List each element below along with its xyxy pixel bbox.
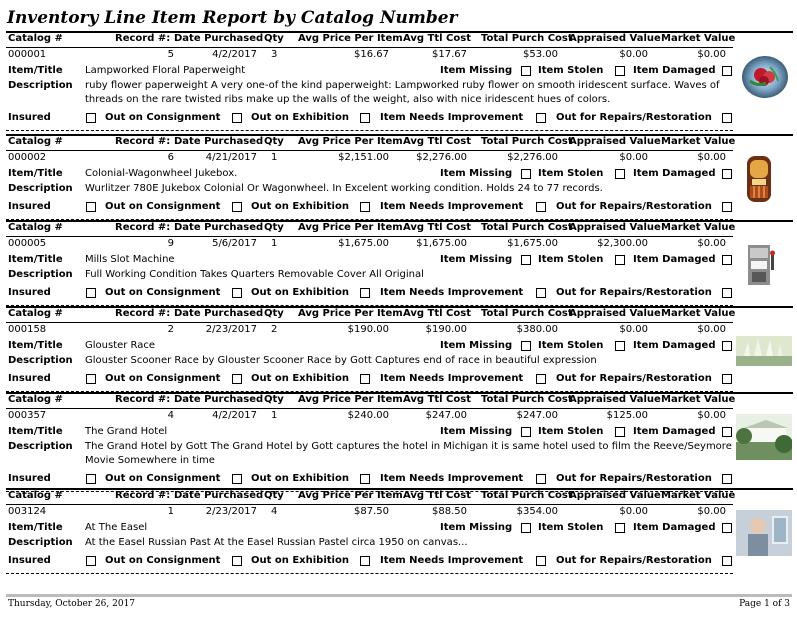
exhibition-label: Out on Exhibition xyxy=(251,201,349,212)
item-stolen-checkbox[interactable] xyxy=(615,66,625,76)
status-row xyxy=(6,554,793,568)
item-missing-checkbox[interactable] xyxy=(521,66,531,76)
description-row xyxy=(6,536,793,550)
avg-price: $2,151.00 xyxy=(338,152,389,163)
market-value: $0.00 xyxy=(697,238,726,249)
item-damaged-label: Item Damaged xyxy=(633,340,716,351)
easel-painting xyxy=(736,510,792,556)
item-damaged-label: Item Damaged xyxy=(633,426,716,437)
header-catalog: Catalog # xyxy=(8,222,63,233)
status-row xyxy=(6,286,793,300)
header-market: Market Value xyxy=(661,394,736,405)
consignment-checkbox[interactable] xyxy=(232,113,242,123)
header-appraised: Appraised Value xyxy=(569,136,661,147)
column-header-row xyxy=(6,221,793,235)
item-stolen-label: Item Stolen xyxy=(538,65,604,76)
exhibition-label: Out on Exhibition xyxy=(251,112,349,123)
insured-label: Insured xyxy=(8,473,51,484)
market-value: $0.00 xyxy=(697,410,726,421)
item-description: At the Easel Russian Past At the Easel Russian Pastel circa 1950 on canvas... xyxy=(85,537,468,548)
header-record: Record #: xyxy=(115,136,171,147)
record-number: 5 xyxy=(167,49,174,60)
description-label: Description xyxy=(8,269,73,280)
avg-price: $240.00 xyxy=(347,410,389,421)
item-damaged-checkbox[interactable] xyxy=(722,427,732,437)
repairs-label: Out for Repairs/Restoration xyxy=(556,473,712,484)
exhibition-checkbox[interactable] xyxy=(360,288,370,298)
improvement-checkbox[interactable] xyxy=(536,374,546,384)
exhibition-label: Out on Exhibition xyxy=(251,473,349,484)
item-title-row xyxy=(6,253,793,267)
item-stolen-label: Item Stolen xyxy=(538,522,604,533)
quantity: 2 xyxy=(271,324,278,335)
insured-label: Insured xyxy=(8,373,51,384)
item-title-label: Item/Title xyxy=(8,426,63,437)
header-catalog: Catalog # xyxy=(8,33,63,44)
header-avg-price: Avg Price Per Item xyxy=(298,308,403,319)
header-avg-price: Avg Price Per Item xyxy=(298,394,403,405)
status-row xyxy=(6,472,793,486)
hotel-painting xyxy=(736,414,792,460)
consignment-label: Out on Consignment xyxy=(105,373,221,384)
item-missing-checkbox[interactable] xyxy=(521,255,531,265)
consignment-checkbox[interactable] xyxy=(232,202,242,212)
improvement-checkbox[interactable] xyxy=(536,288,546,298)
record-number: 9 xyxy=(167,238,174,249)
repairs-checkbox[interactable] xyxy=(722,474,732,484)
header-avg-ttl: Avg Ttl Cost xyxy=(403,136,471,147)
header-avg-ttl: Avg Ttl Cost xyxy=(403,222,471,233)
market-value: $0.00 xyxy=(697,506,726,517)
header-qty: Qty xyxy=(264,490,284,501)
item-title-label: Item/Title xyxy=(8,168,63,179)
header-appraised: Appraised Value xyxy=(569,222,661,233)
header-avg-price: Avg Price Per Item xyxy=(298,33,403,44)
insured-label: Insured xyxy=(8,287,51,298)
repairs-checkbox[interactable] xyxy=(722,202,732,212)
avg-ttl-cost: $88.50 xyxy=(432,506,467,517)
appraised-value: $0.00 xyxy=(619,49,648,60)
header-appraised: Appraised Value xyxy=(569,33,661,44)
consignment-checkbox[interactable] xyxy=(232,288,242,298)
record-block xyxy=(6,31,793,131)
item-damaged-checkbox[interactable] xyxy=(722,169,732,179)
header-catalog: Catalog # xyxy=(8,136,63,147)
header-avg-price: Avg Price Per Item xyxy=(298,136,403,147)
catalog-number: 000158 xyxy=(8,324,47,335)
description-label: Description xyxy=(8,355,73,366)
description-row xyxy=(6,268,793,282)
item-title-row xyxy=(6,64,793,78)
jukebox-photo xyxy=(736,156,792,202)
avg-ttl-cost: $190.00 xyxy=(425,324,467,335)
quantity: 1 xyxy=(271,152,278,163)
item-missing-checkbox[interactable] xyxy=(521,427,531,437)
improvement-checkbox[interactable] xyxy=(536,474,546,484)
insured-checkbox[interactable] xyxy=(86,288,96,298)
item-damaged-label: Item Damaged xyxy=(633,168,716,179)
record-block xyxy=(6,392,793,492)
avg-ttl-cost: $2,276.00 xyxy=(416,152,467,163)
quantity: 1 xyxy=(271,238,278,249)
header-appraised: Appraised Value xyxy=(569,490,661,501)
header-record: Record #: xyxy=(115,222,171,233)
header-market: Market Value xyxy=(661,136,736,147)
record-number: 4 xyxy=(167,410,174,421)
repairs-checkbox[interactable] xyxy=(722,288,732,298)
header-avg-ttl: Avg Ttl Cost xyxy=(403,394,471,405)
item-title-row xyxy=(6,167,793,181)
item-description: Full Working Condition Takes Quarters Removable Cover All Original xyxy=(85,269,424,280)
header-record: Record #: xyxy=(115,490,171,501)
footer-date: Thursday, October 26, 2017 xyxy=(8,599,136,609)
total-purch-cost: $247.00 xyxy=(516,410,558,421)
insured-checkbox[interactable] xyxy=(86,113,96,123)
column-header-row xyxy=(6,489,793,503)
improvement-label: Item Needs Improvement xyxy=(380,473,524,484)
status-row xyxy=(6,200,793,214)
appraised-value: $2,300.00 xyxy=(597,238,648,249)
appraised-value: $0.00 xyxy=(619,152,648,163)
improvement-label: Item Needs Improvement xyxy=(380,201,524,212)
catalog-number: 000002 xyxy=(8,152,47,163)
report-title: Inventory Line Item Report by Catalog Number xyxy=(7,8,458,28)
item-stolen-checkbox[interactable] xyxy=(615,341,625,351)
header-total: Total Purch Cost xyxy=(481,394,573,405)
item-missing-checkbox[interactable] xyxy=(521,169,531,179)
appraised-value: $0.00 xyxy=(619,324,648,335)
header-catalog: Catalog # xyxy=(8,394,63,405)
header-market: Market Value xyxy=(661,308,736,319)
item-damaged-checkbox[interactable] xyxy=(722,341,732,351)
item-title: Glouster Race xyxy=(85,340,156,351)
repairs-label: Out for Repairs/Restoration xyxy=(556,201,712,212)
consignment-label: Out on Consignment xyxy=(105,201,221,212)
status-row xyxy=(6,372,793,386)
header-avg-price: Avg Price Per Item xyxy=(298,222,403,233)
item-title-row xyxy=(6,339,793,353)
item-damaged-label: Item Damaged xyxy=(633,522,716,533)
insured-checkbox[interactable] xyxy=(86,556,96,566)
item-damaged-checkbox[interactable] xyxy=(722,66,732,76)
catalog-number: 000005 xyxy=(8,238,47,249)
market-value: $0.00 xyxy=(697,152,726,163)
header-catalog: Catalog # xyxy=(8,490,63,501)
avg-price: $87.50 xyxy=(354,506,389,517)
improvement-checkbox[interactable] xyxy=(536,202,546,212)
repairs-label: Out for Repairs/Restoration xyxy=(556,373,712,384)
item-damaged-label: Item Damaged xyxy=(633,254,716,265)
header-appraised: Appraised Value xyxy=(569,308,661,319)
header-record: Record #: xyxy=(115,308,171,319)
consignment-checkbox[interactable] xyxy=(232,374,242,384)
item-title-label: Item/Title xyxy=(8,65,63,76)
schooner-painting xyxy=(736,328,792,374)
item-description: Wurlitzer 780E Jukebox Colonial Or Wagonwheel. In Excelent working condition. Holds 24 to 77 records. xyxy=(85,183,603,194)
item-damaged-checkbox[interactable] xyxy=(722,523,732,533)
avg-ttl-cost: $17.67 xyxy=(432,49,467,60)
total-purch-cost: $2,276.00 xyxy=(507,152,558,163)
header-date: Date Purchased xyxy=(174,222,264,233)
record-block xyxy=(6,488,793,574)
item-missing-label: Item Missing xyxy=(440,65,513,76)
exhibition-checkbox[interactable] xyxy=(360,474,370,484)
value-row xyxy=(6,323,793,337)
catalog-number: 000001 xyxy=(8,49,47,60)
total-purch-cost: $354.00 xyxy=(516,506,558,517)
header-date: Date Purchased xyxy=(174,394,264,405)
consignment-label: Out on Consignment xyxy=(105,112,221,123)
column-header-row xyxy=(6,393,793,407)
total-purch-cost: $53.00 xyxy=(523,49,558,60)
slot-machine-photo xyxy=(736,242,792,288)
insured-checkbox[interactable] xyxy=(86,202,96,212)
quantity: 3 xyxy=(271,49,278,60)
item-missing-label: Item Missing xyxy=(440,168,513,179)
repairs-label: Out for Repairs/Restoration xyxy=(556,287,712,298)
item-title-row xyxy=(6,521,793,535)
description-label: Description xyxy=(8,537,73,548)
paperweight-photo xyxy=(736,53,792,99)
item-title-label: Item/Title xyxy=(8,340,63,351)
item-stolen-checkbox[interactable] xyxy=(615,427,625,437)
header-avg-ttl: Avg Ttl Cost xyxy=(403,33,471,44)
item-stolen-label: Item Stolen xyxy=(538,340,604,351)
item-title: At The Easel xyxy=(85,522,148,533)
description-label: Description xyxy=(8,80,73,91)
date-purchased: 4/21/2017 xyxy=(205,152,257,163)
date-purchased: 4/2/2017 xyxy=(212,49,257,60)
improvement-checkbox[interactable] xyxy=(536,113,546,123)
record-separator xyxy=(6,130,733,131)
repairs-checkbox[interactable] xyxy=(722,113,732,123)
repairs-checkbox[interactable] xyxy=(722,374,732,384)
header-catalog: Catalog # xyxy=(8,308,63,319)
item-title: The Grand Hotel xyxy=(85,426,168,437)
column-header-row xyxy=(6,32,793,46)
avg-price: $1,675.00 xyxy=(338,238,389,249)
record-block xyxy=(6,306,793,392)
page-number: Page 1 of 3 xyxy=(739,599,790,609)
description-row xyxy=(6,354,793,368)
catalog-number: 000357 xyxy=(8,410,47,421)
item-title-label: Item/Title xyxy=(8,522,63,533)
item-damaged-label: Item Damaged xyxy=(633,65,716,76)
item-title: Colonial-Wagonwheel Jukebox. xyxy=(85,168,238,179)
item-missing-label: Item Missing xyxy=(440,522,513,533)
date-purchased: 2/23/2017 xyxy=(205,506,257,517)
header-total: Total Purch Cost xyxy=(481,33,573,44)
exhibition-label: Out on Exhibition xyxy=(251,373,349,384)
date-purchased: 2/23/2017 xyxy=(205,324,257,335)
repairs-label: Out for Repairs/Restoration xyxy=(556,555,712,566)
record-block xyxy=(6,134,793,220)
consignment-label: Out on Consignment xyxy=(105,555,221,566)
item-stolen-checkbox[interactable] xyxy=(615,255,625,265)
header-qty: Qty xyxy=(264,136,284,147)
header-qty: Qty xyxy=(264,394,284,405)
description-row xyxy=(6,440,793,468)
item-title: Lampworked Floral Paperweight xyxy=(85,65,246,76)
insured-label: Insured xyxy=(8,201,51,212)
total-purch-cost: $380.00 xyxy=(516,324,558,335)
header-qty: Qty xyxy=(264,308,284,319)
value-row xyxy=(6,151,793,165)
repairs-checkbox[interactable] xyxy=(722,556,732,566)
avg-ttl-cost: $1,675.00 xyxy=(416,238,467,249)
header-avg-ttl: Avg Ttl Cost xyxy=(403,308,471,319)
item-stolen-label: Item Stolen xyxy=(538,426,604,437)
avg-price: $190.00 xyxy=(347,324,389,335)
quantity: 4 xyxy=(271,506,278,517)
column-header-row xyxy=(6,135,793,149)
header-total: Total Purch Cost xyxy=(481,222,573,233)
item-title-row xyxy=(6,425,793,439)
item-description: The Grand Hotel by Gott The Grand Hotel by Gott captures the hotel in Michigan it is same hotel used to film the Reeve/Seymore Movie Somewhere in time xyxy=(85,441,732,466)
header-qty: Qty xyxy=(264,33,284,44)
record-block xyxy=(6,220,793,306)
appraised-value: $125.00 xyxy=(606,410,648,421)
item-description: ruby flower paperweight A very one-of the kind paperweight: Lampworked ruby flower on smooth iridescent surface. Waves of threads on the rare twisted ribs make up the walls of the weight, also with nice iridescent hues of colors. xyxy=(85,80,720,105)
header-total: Total Purch Cost xyxy=(481,136,573,147)
avg-ttl-cost: $247.00 xyxy=(425,410,467,421)
insured-label: Insured xyxy=(8,555,51,566)
repairs-label: Out for Repairs/Restoration xyxy=(556,112,712,123)
exhibition-checkbox[interactable] xyxy=(360,556,370,566)
item-description: Glouster Scooner Race by Glouster Scooner Race by Gott Captures end of race in beautiful expression xyxy=(85,355,597,366)
column-header-row xyxy=(6,307,793,321)
exhibition-checkbox[interactable] xyxy=(360,202,370,212)
header-record: Record #: xyxy=(115,33,171,44)
date-purchased: 4/2/2017 xyxy=(212,410,257,421)
header-total: Total Purch Cost xyxy=(481,308,573,319)
item-stolen-label: Item Stolen xyxy=(538,168,604,179)
exhibition-label: Out on Exhibition xyxy=(251,555,349,566)
header-date: Date Purchased xyxy=(174,136,264,147)
value-row xyxy=(6,409,793,423)
item-missing-label: Item Missing xyxy=(440,254,513,265)
header-record: Record #: xyxy=(115,394,171,405)
improvement-label: Item Needs Improvement xyxy=(380,373,524,384)
appraised-value: $0.00 xyxy=(619,506,648,517)
footer-divider xyxy=(6,594,792,597)
header-date: Date Purchased xyxy=(174,33,264,44)
record-number: 6 xyxy=(167,152,174,163)
value-row xyxy=(6,48,793,62)
header-total: Total Purch Cost xyxy=(481,490,573,501)
insured-checkbox[interactable] xyxy=(86,474,96,484)
item-missing-label: Item Missing xyxy=(440,426,513,437)
header-market: Market Value xyxy=(661,33,736,44)
description-label: Description xyxy=(8,183,73,194)
item-missing-label: Item Missing xyxy=(440,340,513,351)
consignment-label: Out on Consignment xyxy=(105,473,221,484)
value-row xyxy=(6,237,793,251)
item-stolen-checkbox[interactable] xyxy=(615,169,625,179)
item-title: Mills Slot Machine xyxy=(85,254,175,265)
value-row xyxy=(6,505,793,519)
market-value: $0.00 xyxy=(697,324,726,335)
improvement-checkbox[interactable] xyxy=(536,556,546,566)
status-row xyxy=(6,111,793,125)
header-date: Date Purchased xyxy=(174,490,264,501)
item-stolen-label: Item Stolen xyxy=(538,254,604,265)
record-number: 1 xyxy=(167,506,174,517)
avg-price: $16.67 xyxy=(354,49,389,60)
header-appraised: Appraised Value xyxy=(569,394,661,405)
item-missing-checkbox[interactable] xyxy=(521,523,531,533)
header-avg-price: Avg Price Per Item xyxy=(298,490,403,501)
improvement-label: Item Needs Improvement xyxy=(380,112,524,123)
item-stolen-checkbox[interactable] xyxy=(615,523,625,533)
total-purch-cost: $1,675.00 xyxy=(507,238,558,249)
improvement-label: Item Needs Improvement xyxy=(380,555,524,566)
record-number: 2 xyxy=(167,324,174,335)
item-missing-checkbox[interactable] xyxy=(521,341,531,351)
consignment-label: Out on Consignment xyxy=(105,287,221,298)
record-separator xyxy=(6,573,733,574)
exhibition-label: Out on Exhibition xyxy=(251,287,349,298)
header-qty: Qty xyxy=(264,222,284,233)
improvement-label: Item Needs Improvement xyxy=(380,287,524,298)
header-market: Market Value xyxy=(661,490,736,501)
header-market: Market Value xyxy=(661,222,736,233)
item-title-label: Item/Title xyxy=(8,254,63,265)
header-avg-ttl: Avg Ttl Cost xyxy=(403,490,471,501)
market-value: $0.00 xyxy=(697,49,726,60)
description-row xyxy=(6,79,793,107)
exhibition-checkbox[interactable] xyxy=(360,374,370,384)
quantity: 1 xyxy=(271,410,278,421)
insured-label: Insured xyxy=(8,112,51,123)
consignment-checkbox[interactable] xyxy=(232,556,242,566)
item-damaged-checkbox[interactable] xyxy=(722,255,732,265)
exhibition-checkbox[interactable] xyxy=(360,113,370,123)
description-label: Description xyxy=(8,441,73,452)
description-row xyxy=(6,182,793,196)
header-date: Date Purchased xyxy=(174,308,264,319)
date-purchased: 5/6/2017 xyxy=(212,238,257,249)
consignment-checkbox[interactable] xyxy=(232,474,242,484)
catalog-number: 003124 xyxy=(8,506,47,517)
insured-checkbox[interactable] xyxy=(86,374,96,384)
